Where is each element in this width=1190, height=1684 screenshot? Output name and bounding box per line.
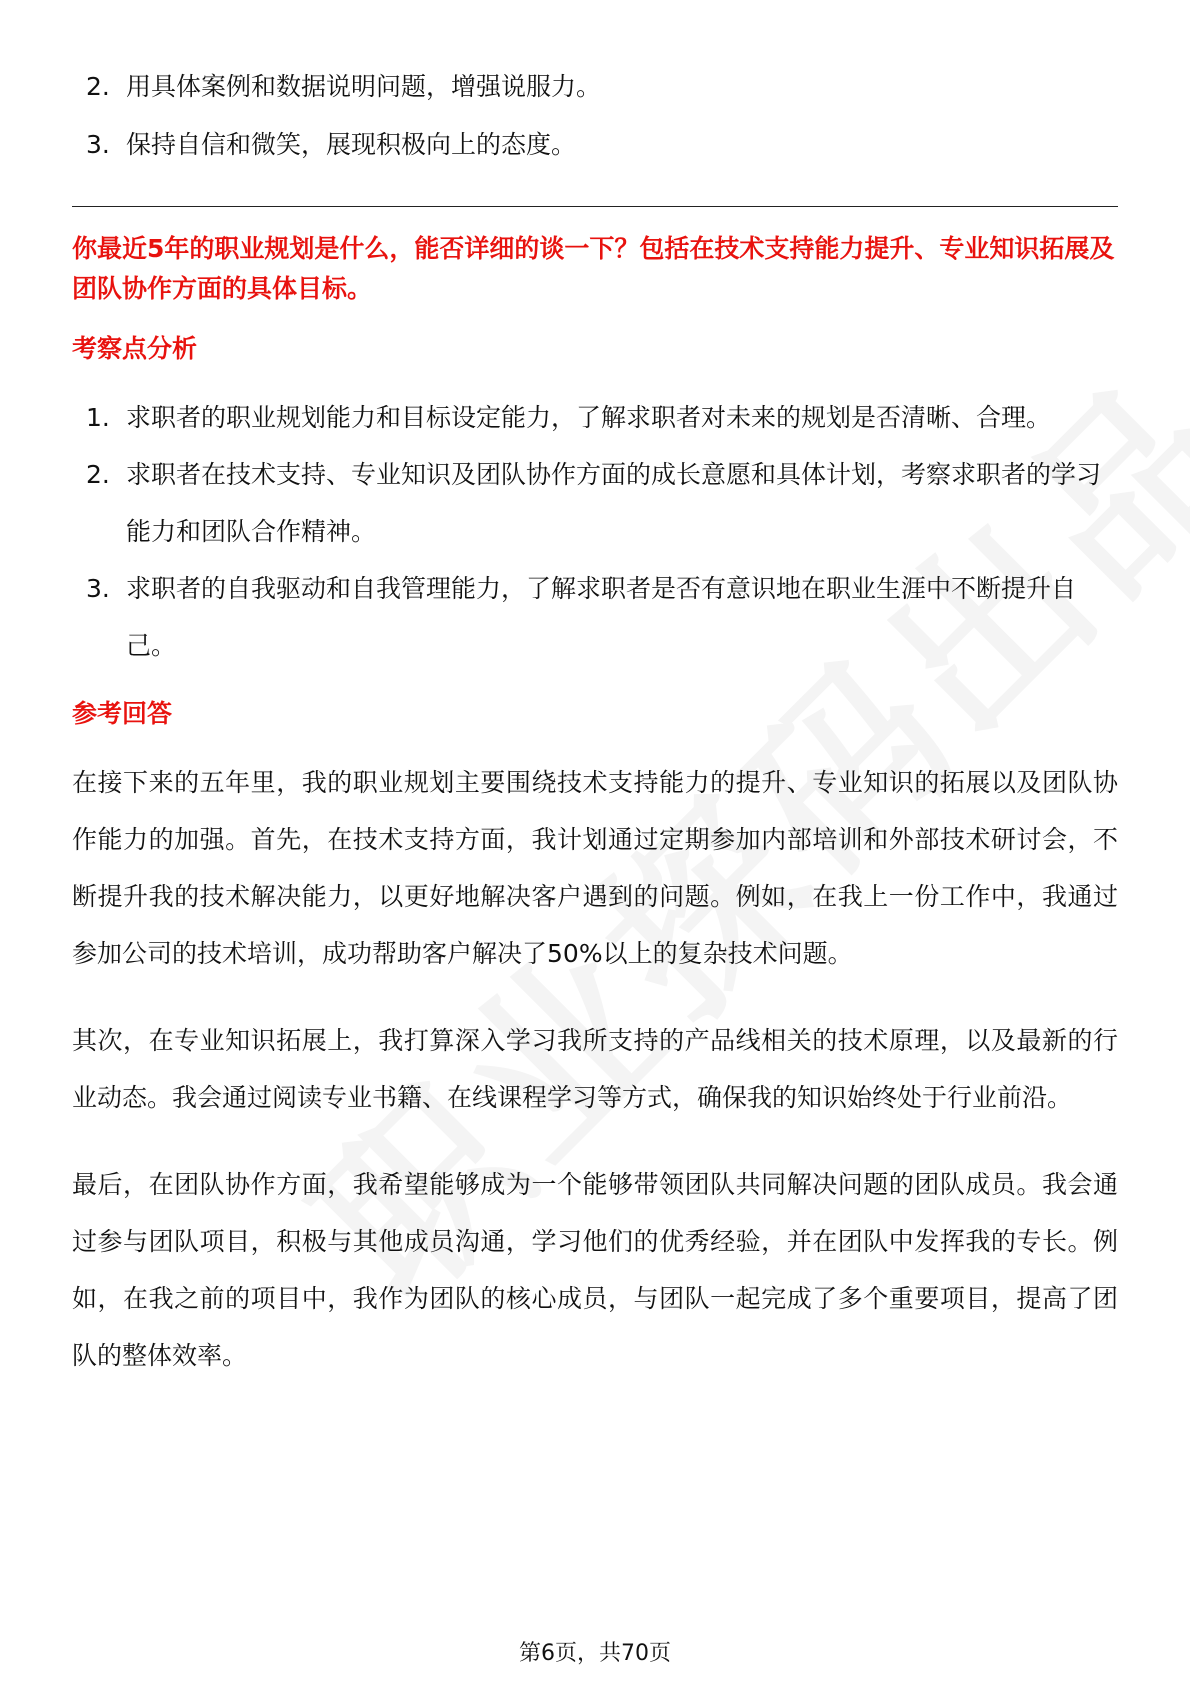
list-item-text: 求职者在技术支持、专业知识及团队协作方面的成长意愿和具体计划，考察求职者的学习能力和团队合作精神。: [126, 460, 1102, 546]
answer-paragraph: 其次，在专业知识拓展上，我打算深入学习我所支持的产品线相关的技术原理，以及最新的行业动态。我会通过阅读专业书籍、在线课程学习等方式，确保我的知识始终处于行业前沿。: [72, 1026, 1118, 1112]
analysis-list: [72, 389, 1118, 674]
page-number: 第6页，共70页: [519, 1641, 671, 1666]
list-item-text: 保持自信和微笑，展现积极向上的态度。: [126, 130, 577, 159]
question-heading: 你最近5年的职业规划是什么，能否详细的谈一下？包括在技术支持能力提升、专业知识拓展及团队协作方面的具体目标。: [72, 234, 1115, 303]
list-item-text: 用具体案例和数据说明问题，增强说服力。: [126, 72, 602, 101]
answer-paragraph: 最后，在团队协作方面，我希望能够成为一个能够带领团队共同解决问题的团队成员。我会通过参与团队项目，积极与其他成员沟通，学习他们的优秀经验，并在团队中发挥我的专长。例如，在我之前的项目中，我作为团队的核心成员，与团队一起完成了多个重要项目，提高了团队的整体效率。: [72, 1170, 1118, 1370]
list-item-number: 2.: [86, 72, 110, 101]
list-item-number: 1.: [86, 403, 110, 432]
list-item: [72, 116, 1118, 174]
list-item: [72, 560, 1118, 674]
tips-list: [72, 58, 1118, 174]
list-item: [72, 446, 1118, 560]
list-item-text: 求职者的自我驱动和自我管理能力，了解求职者是否有意识地在职业生涯中不断提升自己。: [126, 574, 1077, 660]
list-item-number: 3.: [86, 574, 110, 603]
list-item-text: 求职者的职业规划能力和目标设定能力，了解求职者对未来的规划是否清晰、合理。: [126, 403, 1052, 432]
list-item: [72, 389, 1118, 446]
answer-paragraph: 在接下来的五年里，我的职业规划主要围绕技术支持能力的提升、专业知识的拓展以及团队协作能力的加强。首先，在技术支持方面，我计划通过定期参加内部培训和外部技术研讨会，不断提升我的技术解决能力，以更好地解决客户遇到的问题。例如，在我上一份工作中，我通过参加公司的技术培训，成功帮助客户解决了50%以上的复杂技术问题。: [72, 768, 1118, 968]
section-divider: [72, 206, 1118, 207]
list-item: [72, 58, 1118, 116]
list-item-number: 2.: [86, 460, 110, 489]
answer-title: 参考回答: [72, 699, 173, 728]
analysis-title: 考察点分析: [72, 334, 198, 363]
page-content: [72, 58, 1118, 1414]
list-item-number: 3.: [86, 130, 110, 159]
